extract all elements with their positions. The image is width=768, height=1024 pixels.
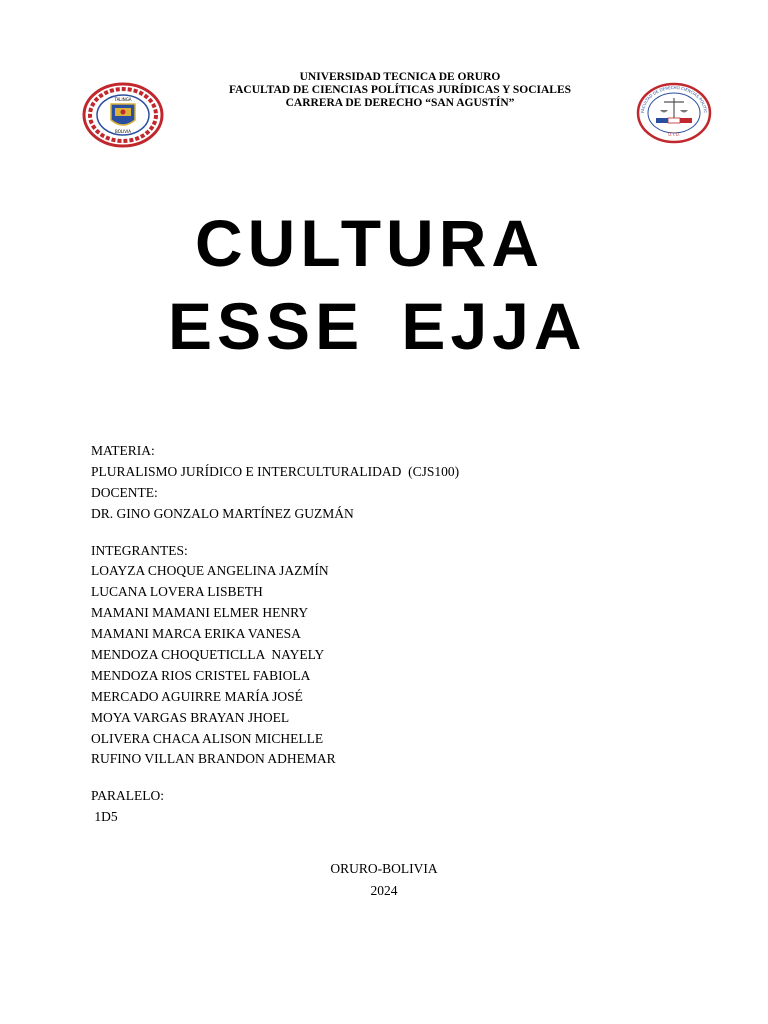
faculty-name: FACULTAD DE CIENCIAS POLÍTICAS JURÍDICAS Y SOCIALES (228, 84, 572, 96)
list-item: LOAYZA CHOQUE ANGELINA JAZMÍN (91, 563, 329, 579)
course-info (91, 441, 459, 828)
list-item: MENDOZA RIOS CRISTEL FABIOLA (91, 667, 311, 683)
integrantes-label: INTEGRANTES: (91, 542, 188, 558)
title-line-1: CULTURA (195, 206, 545, 280)
title-line-2: ESSE EJJA (168, 289, 587, 363)
footer-year: 2024 (370, 883, 398, 898)
list-item: OLIVERA CHACA ALISON MICHELLE (91, 730, 324, 746)
university-logo (82, 82, 164, 148)
list-item: MOYA VARGAS BRAYAN JHOEL (91, 709, 290, 725)
docente-value: DR. GINO GONZALO MARTÍNEZ GUZMÁN (91, 505, 354, 521)
list-item: MAMANI MAMANI ELMER HENRY (91, 605, 309, 621)
university-name: UNIVERSIDAD TECNICA DE ORURO (299, 71, 501, 83)
list-item: MAMANI MARCA ERIKA VANESA (91, 626, 301, 642)
career-name: CARRERA DE DERECHO “SAN AGUSTÍN” (285, 97, 515, 109)
list-item: MERCADO AGUIRRE MARÍA JOSÉ (91, 688, 303, 704)
list-item: LUCANA LOVERA LISBETH (91, 584, 263, 600)
logo-ring-text: FACULTAD DE DERECHO CIENCIAS POLITIC (639, 84, 709, 114)
docente-label: DOCENTE: (91, 484, 158, 500)
logo-text-bottom: BOLIVIA (115, 129, 131, 134)
logo-text-top: TALINGA (114, 97, 132, 102)
footer-place: ORURO-BOLIVIA (330, 861, 438, 876)
list-item: RUFINO VILLAN BRANDON ADHEMAR (91, 751, 336, 767)
paralelo-value: 1D5 (91, 809, 118, 825)
list-item: MENDOZA CHOQUETICLLA NAYELY (91, 647, 325, 663)
logo-bottom-text: U.T.O. (668, 132, 680, 137)
paralelo-label: PARALELO: (91, 788, 165, 804)
materia-label: MATERIA: (91, 443, 155, 458)
materia-value: PLURALISMO JURÍDICO E INTERCULTURALIDAD (CJS100) (91, 463, 460, 479)
faculty-logo (636, 82, 712, 144)
